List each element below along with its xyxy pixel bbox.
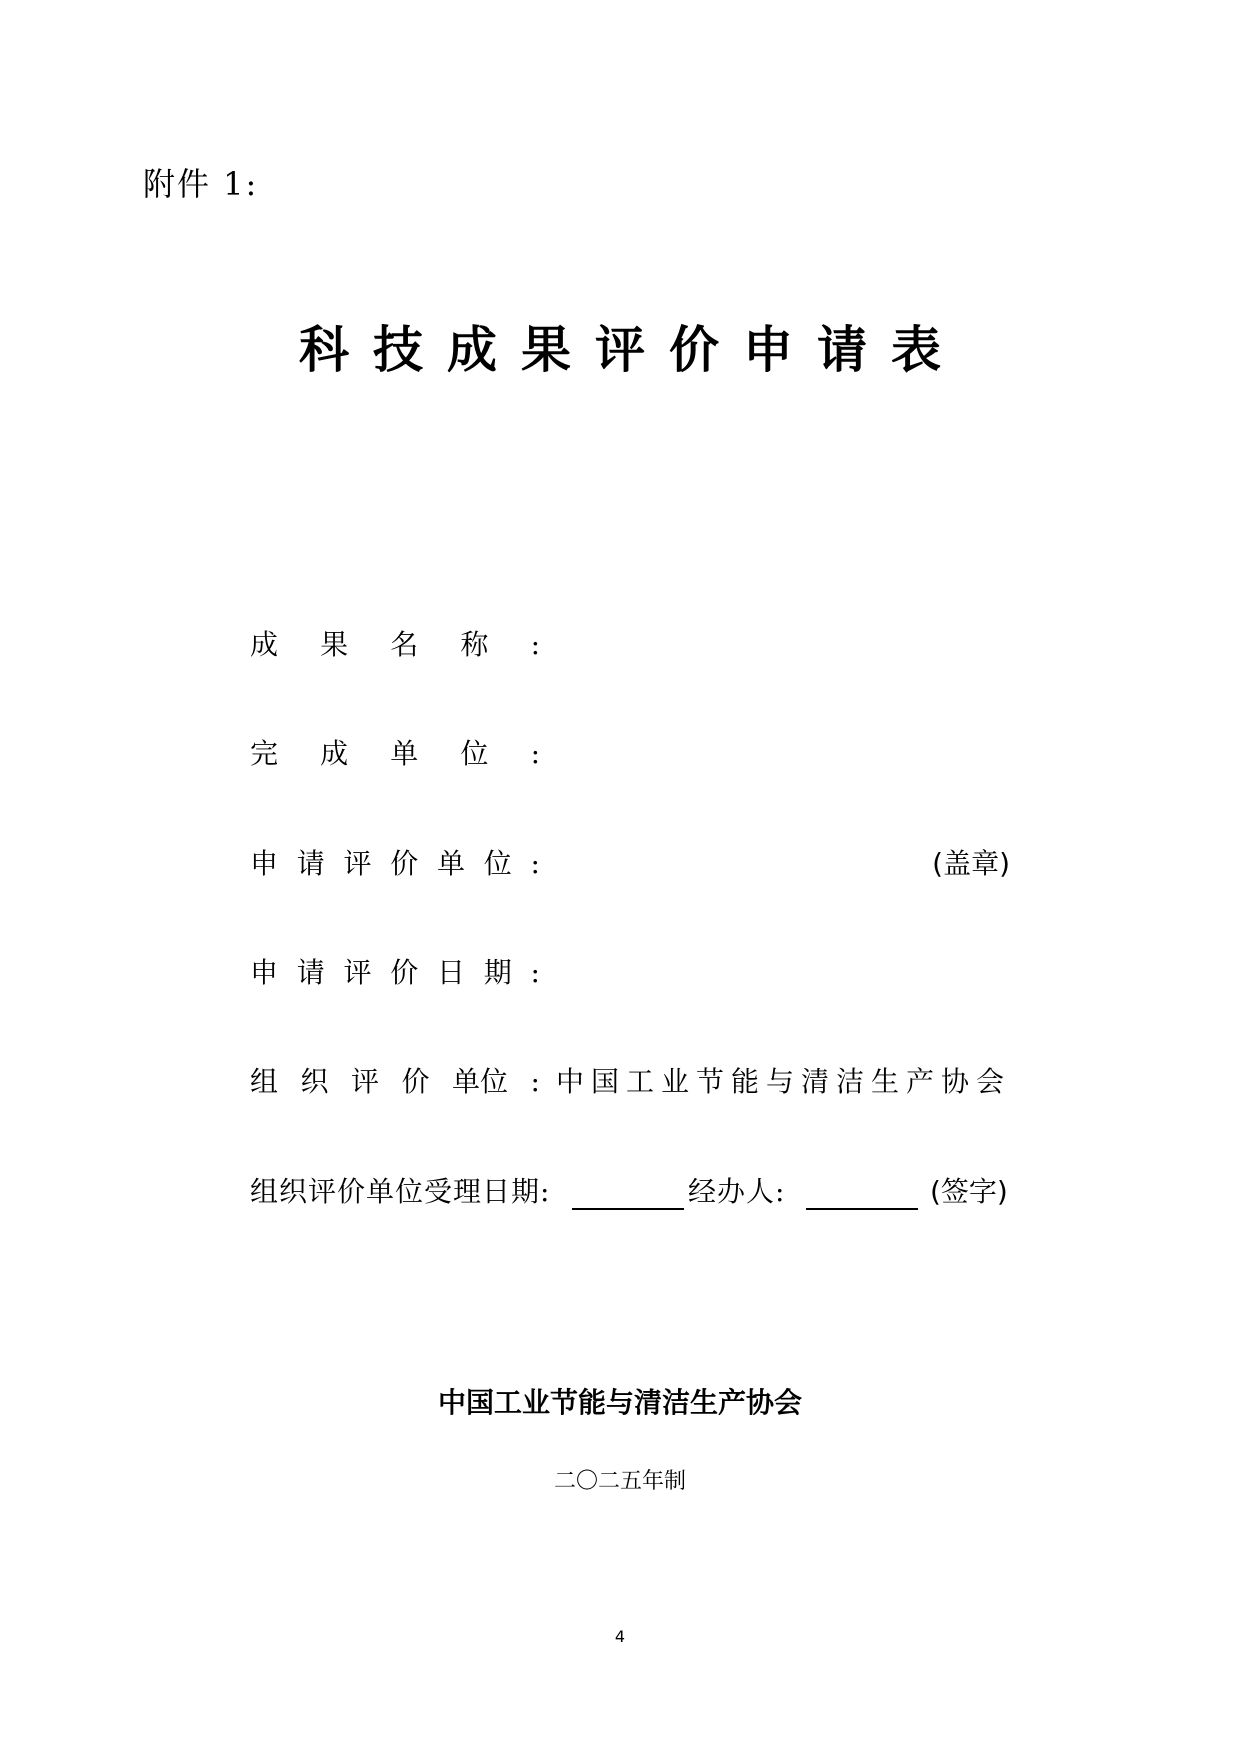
label-colon: : bbox=[530, 1065, 540, 1098]
label-char: 单位 bbox=[452, 1065, 509, 1098]
label-char: 期 bbox=[483, 956, 512, 989]
label-char: 评 bbox=[343, 847, 372, 880]
field-label bbox=[250, 842, 540, 886]
label-char: 成 bbox=[320, 737, 349, 770]
label-char: 组 bbox=[250, 1065, 279, 1098]
field-receipt bbox=[250, 1170, 1010, 1214]
label-char: 评 bbox=[343, 956, 372, 989]
label-char: 位 bbox=[483, 847, 512, 880]
handler-blank[interactable] bbox=[806, 1208, 918, 1210]
label-char: 单 bbox=[437, 847, 466, 880]
attachment-label: 附件 1: bbox=[143, 165, 259, 203]
field-label bbox=[250, 732, 540, 776]
label-colon: : bbox=[530, 628, 540, 661]
label-char: 称 bbox=[460, 628, 489, 661]
label-colon: : bbox=[530, 847, 540, 880]
label-char: 价 bbox=[390, 847, 419, 880]
label-char: 价 bbox=[390, 956, 419, 989]
label-char: 成 bbox=[250, 628, 279, 661]
footer-organization: 中国工业节能与清洁生产协会 bbox=[437, 1386, 802, 1419]
organizing-unit-value: 中国工业节能与清洁生产协会 bbox=[556, 1065, 1012, 1098]
field-application-date bbox=[250, 951, 1010, 995]
label-char: 织 bbox=[300, 1065, 329, 1098]
field-label bbox=[250, 1060, 540, 1104]
label-char: 申 bbox=[250, 847, 279, 880]
field-label bbox=[250, 951, 540, 995]
label-char: 名 bbox=[390, 628, 419, 661]
field-applicant-unit bbox=[250, 842, 1010, 886]
sign-note: (签字) bbox=[930, 1175, 1008, 1208]
label-colon: : bbox=[530, 956, 540, 989]
receipt-date-blank[interactable] bbox=[572, 1208, 684, 1210]
field-label bbox=[250, 623, 540, 667]
label-char: 果 bbox=[320, 628, 349, 661]
footer-year-note: 二〇二五年制 bbox=[553, 1469, 686, 1494]
form-title: 科技成果评价申请表 bbox=[299, 321, 965, 379]
field-completing-unit bbox=[250, 732, 1010, 776]
handler-label: 经办人: bbox=[688, 1175, 786, 1208]
receipt-date-label: 组织评价单位受理日期: bbox=[250, 1175, 551, 1208]
label-colon: : bbox=[530, 737, 540, 770]
label-char: 请 bbox=[296, 956, 325, 989]
label-char: 单 bbox=[390, 737, 419, 770]
field-organizing-unit bbox=[250, 1060, 1010, 1104]
seal-note: (盖章) bbox=[932, 847, 1010, 880]
label-char: 日 bbox=[437, 956, 466, 989]
field-achievement-name bbox=[250, 623, 1010, 667]
label-char: 请 bbox=[296, 847, 325, 880]
label-char: 评 bbox=[351, 1065, 380, 1098]
label-char: 位 bbox=[460, 737, 489, 770]
label-char: 价 bbox=[401, 1065, 430, 1098]
label-char: 完 bbox=[250, 737, 279, 770]
page-number: 4 bbox=[614, 1627, 626, 1646]
label-char: 申 bbox=[250, 956, 279, 989]
